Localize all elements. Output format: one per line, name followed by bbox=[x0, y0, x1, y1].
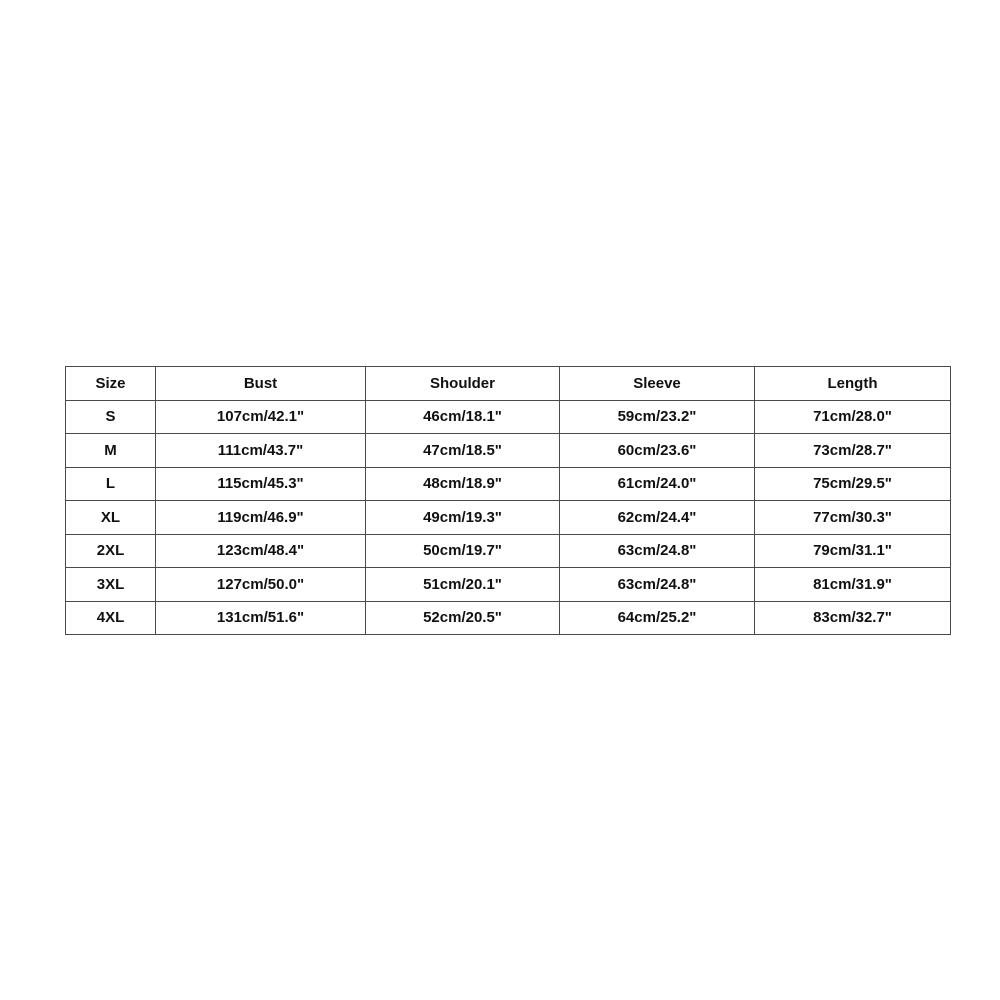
bust-cell: 119cm/46.9" bbox=[156, 501, 366, 535]
table-row bbox=[66, 400, 951, 434]
table-row bbox=[66, 434, 951, 468]
table-row bbox=[66, 601, 951, 635]
shoulder-cell: 48cm/18.9" bbox=[366, 467, 560, 501]
size-cell: 2XL bbox=[66, 534, 156, 568]
size-cell: XL bbox=[66, 501, 156, 535]
shoulder-cell: 46cm/18.1" bbox=[366, 400, 560, 434]
shoulder-cell: 47cm/18.5" bbox=[366, 434, 560, 468]
table-row bbox=[66, 534, 951, 568]
length-cell: 81cm/31.9" bbox=[755, 568, 951, 602]
header-size: Size bbox=[66, 367, 156, 401]
table-row bbox=[66, 467, 951, 501]
header-sleeve: Sleeve bbox=[560, 367, 755, 401]
length-cell: 73cm/28.7" bbox=[755, 434, 951, 468]
size-cell: 4XL bbox=[66, 601, 156, 635]
bust-cell: 115cm/45.3" bbox=[156, 467, 366, 501]
size-cell: 3XL bbox=[66, 568, 156, 602]
table-row bbox=[66, 501, 951, 535]
shoulder-cell: 52cm/20.5" bbox=[366, 601, 560, 635]
length-cell: 75cm/29.5" bbox=[755, 467, 951, 501]
bust-cell: 127cm/50.0" bbox=[156, 568, 366, 602]
length-cell: 77cm/30.3" bbox=[755, 501, 951, 535]
length-cell: 79cm/31.1" bbox=[755, 534, 951, 568]
bust-cell: 123cm/48.4" bbox=[156, 534, 366, 568]
table-header-row bbox=[66, 367, 951, 401]
shoulder-cell: 51cm/20.1" bbox=[366, 568, 560, 602]
length-cell: 71cm/28.0" bbox=[755, 400, 951, 434]
sleeve-cell: 61cm/24.0" bbox=[560, 467, 755, 501]
sleeve-cell: 62cm/24.4" bbox=[560, 501, 755, 535]
bust-cell: 131cm/51.6" bbox=[156, 601, 366, 635]
shoulder-cell: 49cm/19.3" bbox=[366, 501, 560, 535]
header-length: Length bbox=[755, 367, 951, 401]
sleeve-cell: 60cm/23.6" bbox=[560, 434, 755, 468]
header-shoulder: Shoulder bbox=[366, 367, 560, 401]
sleeve-cell: 63cm/24.8" bbox=[560, 534, 755, 568]
bust-cell: 111cm/43.7" bbox=[156, 434, 366, 468]
length-cell: 83cm/32.7" bbox=[755, 601, 951, 635]
header-bust: Bust bbox=[156, 367, 366, 401]
shoulder-cell: 50cm/19.7" bbox=[366, 534, 560, 568]
size-cell: L bbox=[66, 467, 156, 501]
sleeve-cell: 63cm/24.8" bbox=[560, 568, 755, 602]
size-cell: S bbox=[66, 400, 156, 434]
sleeve-cell: 64cm/25.2" bbox=[560, 601, 755, 635]
table-row bbox=[66, 568, 951, 602]
sleeve-cell: 59cm/23.2" bbox=[560, 400, 755, 434]
bust-cell: 107cm/42.1" bbox=[156, 400, 366, 434]
size-cell: M bbox=[66, 434, 156, 468]
size-chart-table bbox=[65, 366, 951, 635]
